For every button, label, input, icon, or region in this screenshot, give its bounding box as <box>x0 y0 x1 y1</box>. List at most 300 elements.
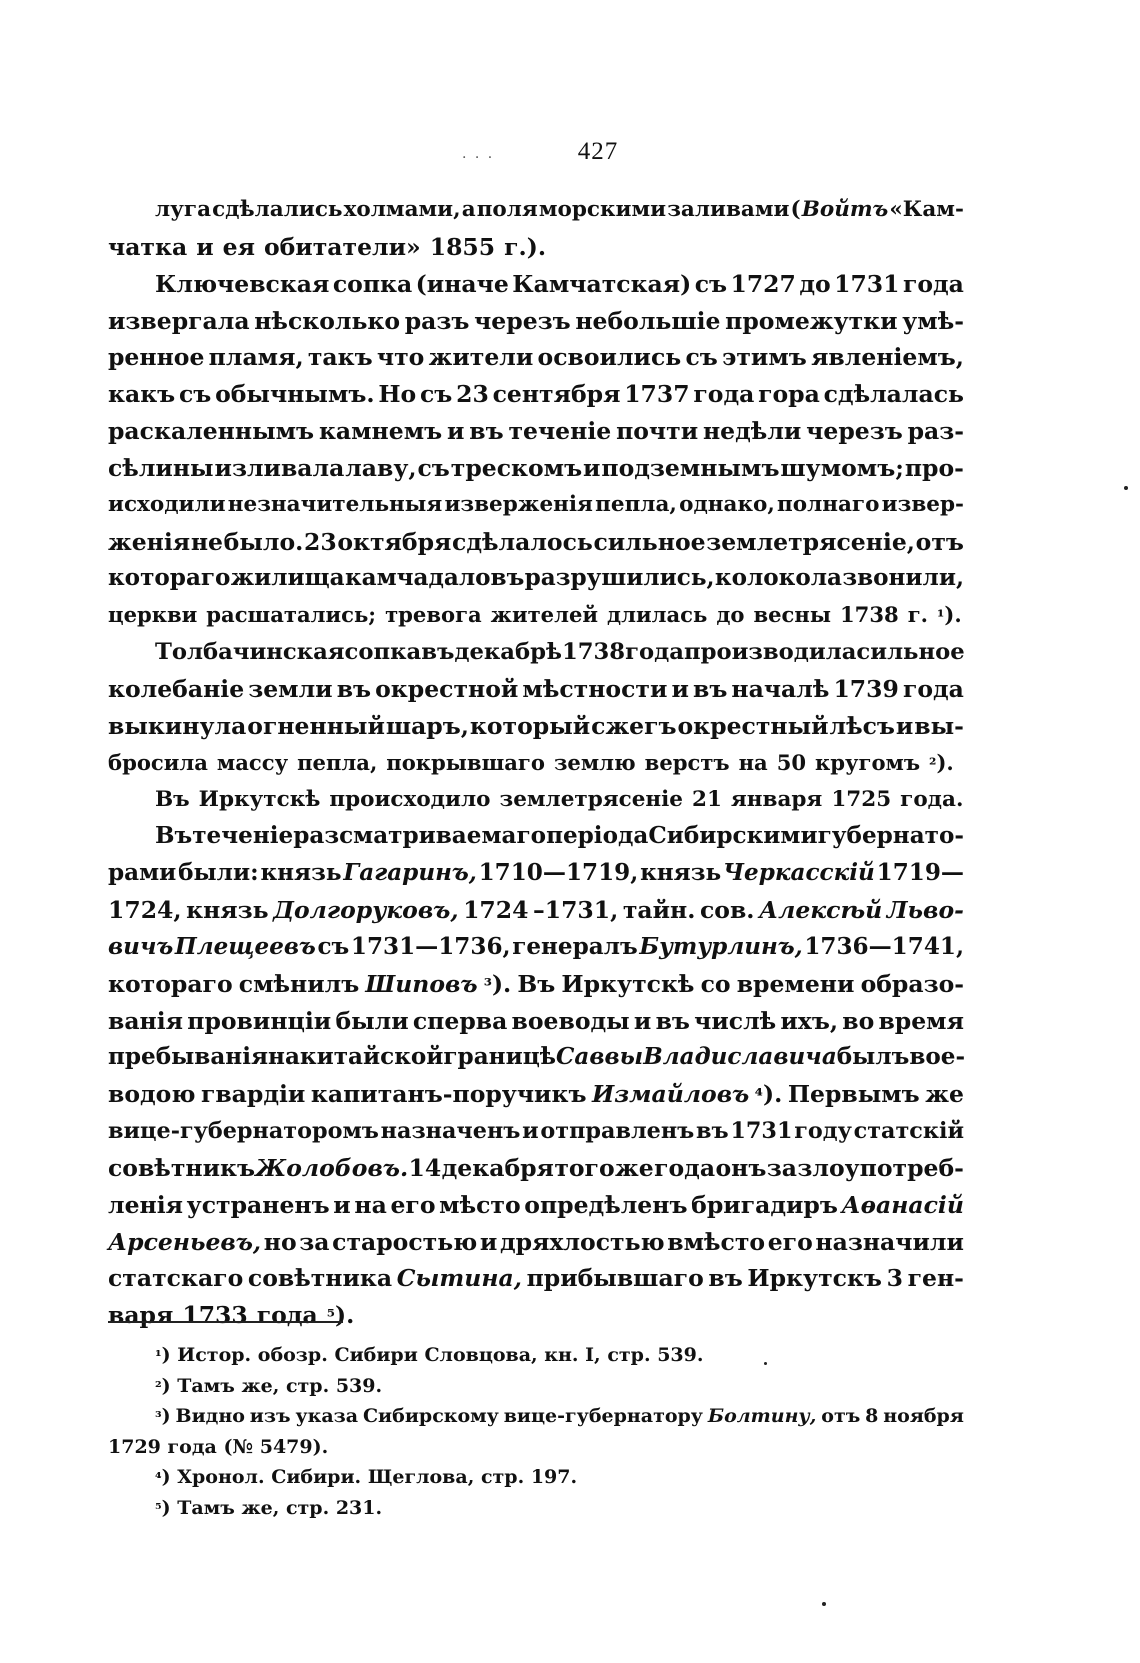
word: почти <box>616 417 699 446</box>
word: пепла, <box>297 749 378 775</box>
word: Истор. <box>177 1344 252 1366</box>
italic-word: Войтъ <box>801 197 889 222</box>
word: умѣ- <box>902 306 964 335</box>
word: отъ <box>915 527 964 556</box>
word: ³) <box>155 1405 171 1427</box>
word: губернато- <box>817 822 964 850</box>
word: генералъ <box>512 932 638 960</box>
text-line <box>108 413 964 450</box>
word: Тамъ <box>177 1496 235 1519</box>
text-line <box>108 1297 964 1334</box>
word: Толбачинская <box>155 639 345 666</box>
word: 1725 <box>831 786 892 812</box>
word: смѣнилъ <box>238 969 360 998</box>
word: гвардіи <box>200 1080 306 1109</box>
word: года <box>625 639 684 666</box>
word: морскими <box>538 197 667 222</box>
word: бросила <box>108 749 208 775</box>
word: раскаленнымъ <box>108 417 315 446</box>
word: же, <box>241 1496 280 1519</box>
word: 23 <box>303 527 337 556</box>
word: ⁴). <box>754 1080 783 1109</box>
word: ²). <box>929 749 954 775</box>
word: ²) <box>155 1374 171 1397</box>
word: изъ <box>249 1405 291 1427</box>
word: 231. <box>335 1496 383 1519</box>
word: стр. <box>480 1466 525 1488</box>
word: во <box>842 1006 875 1035</box>
word: 1731—1736, <box>350 932 511 960</box>
word: покрывшаго <box>386 749 545 775</box>
word: 197. <box>530 1466 578 1488</box>
word: бригадиръ <box>691 1190 838 1219</box>
word: были: <box>178 859 259 887</box>
word: сѣлины <box>108 453 214 482</box>
word: заливами <box>667 197 790 222</box>
text-line <box>108 450 964 487</box>
word: 1738 <box>839 602 899 628</box>
word: 1724 <box>463 896 529 925</box>
word: изверженія <box>444 491 593 517</box>
word: Иркутскъ <box>747 1264 882 1293</box>
footnote <box>108 1401 964 1462</box>
word: и <box>522 1118 539 1145</box>
word: началѣ <box>731 674 830 703</box>
word: года <box>902 674 964 703</box>
word: на <box>738 749 768 775</box>
word: жилища <box>230 564 345 592</box>
word: и <box>446 417 465 446</box>
word: «Кам- <box>889 197 964 222</box>
text-line <box>108 487 964 524</box>
word: гора <box>758 380 820 409</box>
word: и <box>583 453 601 482</box>
italic-word: Алексѣй <box>758 896 883 925</box>
word: теченіе <box>192 822 294 850</box>
word: Сибирскому <box>362 1405 499 1427</box>
italic-word: Аѳанасій <box>841 1190 964 1219</box>
italic-word: Жолобовъ. <box>255 1153 409 1182</box>
text-line <box>108 892 964 929</box>
word: 1724, <box>108 896 182 925</box>
word: періода <box>546 822 649 850</box>
word: ихъ, <box>780 1006 839 1035</box>
text-line <box>108 782 964 819</box>
word: стр. <box>285 1374 330 1397</box>
word: незначительныя <box>227 491 443 517</box>
word: мѣстности <box>522 674 668 703</box>
word: его <box>767 1227 813 1256</box>
word: что <box>376 343 425 372</box>
text-line <box>108 266 964 303</box>
word: съ <box>178 380 212 409</box>
word: огненный <box>247 711 385 740</box>
word: 5479). <box>259 1435 329 1458</box>
word: ген- <box>907 1264 964 1293</box>
word: г. <box>907 602 928 628</box>
word: въ <box>421 639 455 666</box>
word: сдѣлались <box>212 197 343 222</box>
word: жителей <box>490 602 599 628</box>
word: холмами, <box>343 197 461 222</box>
word: Щеглова, <box>367 1466 475 1488</box>
word: 1855 <box>429 232 496 261</box>
word: и <box>895 711 914 740</box>
word: 1731 <box>730 1118 793 1145</box>
word: Первымъ <box>787 1080 920 1109</box>
word: за <box>299 1227 330 1256</box>
word: луга <box>155 197 212 222</box>
word: до <box>716 602 745 628</box>
word: разъ <box>404 306 470 335</box>
word: пребыванія <box>108 1043 269 1071</box>
italic-word: Шиповъ <box>365 969 478 998</box>
word: явленіемъ, <box>811 343 964 372</box>
word: воеводы <box>511 1006 630 1035</box>
word: опредѣленъ <box>524 1190 688 1219</box>
word: совѣтникъ <box>108 1153 256 1182</box>
word: (№ <box>223 1435 254 1458</box>
paragraph <box>108 634 964 781</box>
word: съ <box>694 269 728 298</box>
text-line <box>108 1076 964 1113</box>
word: полнаго <box>777 491 880 517</box>
word: 1733 <box>182 1301 248 1330</box>
word: промежутки <box>725 306 898 335</box>
word: 539. <box>657 1344 704 1366</box>
word: съ <box>685 343 718 372</box>
text-line <box>108 818 964 855</box>
word: числѣ <box>694 1006 777 1035</box>
word: вы- <box>914 711 964 740</box>
word: теченіе <box>508 417 612 446</box>
text-line <box>108 634 964 671</box>
paragraph <box>108 192 964 266</box>
word: князь <box>186 896 269 925</box>
footnote-line <box>108 1371 964 1402</box>
word: который <box>469 711 591 740</box>
word: (иначе <box>415 269 509 298</box>
text-line <box>108 1150 964 1187</box>
text-line <box>108 339 964 376</box>
word: тревога <box>385 602 482 628</box>
word: небольшіе <box>575 306 721 335</box>
word: въ <box>336 674 372 703</box>
word: Сибирскими <box>648 822 818 850</box>
text-line <box>108 1260 964 1297</box>
page-number: 427 <box>577 138 619 165</box>
word: вице-губернаторомъ <box>108 1118 379 1145</box>
text-line <box>108 376 964 413</box>
word: его <box>390 1190 436 1219</box>
word: производила <box>683 639 857 666</box>
text-line <box>108 708 964 745</box>
word: провинціи <box>187 1006 332 1035</box>
word: отъ <box>821 1405 861 1427</box>
word: границѣ <box>443 1043 556 1071</box>
word: поля <box>476 197 538 222</box>
word: стр. <box>607 1344 651 1366</box>
word: ноября <box>883 1405 964 1427</box>
word: совѣтника <box>247 1264 393 1293</box>
text-line <box>108 1224 964 1261</box>
word: времени <box>736 969 855 998</box>
word: онъ <box>715 1153 767 1182</box>
word: обитатели» <box>263 232 421 261</box>
word: со <box>700 969 731 998</box>
word: же, <box>241 1374 280 1397</box>
word: 1710—1719, <box>478 859 639 887</box>
word: года. <box>900 786 964 812</box>
word: тайн. <box>622 896 696 925</box>
text-line <box>108 966 964 1003</box>
word: и <box>479 1227 498 1256</box>
word: и <box>671 674 689 703</box>
word: за <box>766 1153 797 1182</box>
word: происходило <box>329 786 491 812</box>
word: рами <box>108 859 177 887</box>
text-line <box>108 597 964 634</box>
word: ( <box>790 197 801 222</box>
word: указа <box>295 1405 359 1427</box>
word: января <box>730 786 823 812</box>
footnote-line <box>108 1401 964 1432</box>
word: ренное <box>108 343 205 372</box>
word: длилась <box>607 602 708 628</box>
word: землетрясеніе, <box>706 527 915 556</box>
text-line <box>108 1187 964 1224</box>
word: вмѣсто <box>667 1227 766 1256</box>
word: на <box>354 1190 387 1219</box>
scan-speck <box>822 1602 826 1606</box>
word: капитанъ-поручикъ <box>310 1080 587 1109</box>
word: 23 <box>456 380 489 409</box>
italic-word: Бутурлинъ, <box>639 932 803 960</box>
word: разрушились, <box>524 564 715 592</box>
word: Иркутскѣ <box>561 969 695 998</box>
word: такъ <box>307 343 373 372</box>
italic-word: Владиславича <box>643 1043 837 1071</box>
text-line <box>108 1039 964 1076</box>
word: Сибири. <box>271 1466 362 1488</box>
word: –1731, <box>532 896 619 925</box>
word: черезъ <box>806 417 903 446</box>
word: же <box>925 1080 964 1109</box>
word: ея <box>222 232 255 261</box>
word: массу <box>216 749 289 775</box>
word: Иркутскѣ <box>198 786 321 812</box>
word: Тамъ <box>177 1374 235 1397</box>
word: окрестный <box>677 711 829 740</box>
word: Сибири <box>334 1344 418 1366</box>
word: обычнымъ. <box>215 380 375 409</box>
word: ⁵) <box>155 1496 171 1519</box>
word: до <box>799 269 831 298</box>
word: сопка <box>332 269 413 298</box>
word: исходили <box>108 491 226 517</box>
word: г.). <box>504 232 547 261</box>
word: извер- <box>881 491 964 517</box>
word: церкви <box>108 602 198 628</box>
word: раз- <box>907 417 964 446</box>
word: прибывшаго <box>526 1264 704 1293</box>
word: 8 <box>865 1405 879 1427</box>
word: пепла, <box>595 491 677 517</box>
word: статскій <box>853 1118 964 1145</box>
word: чатка <box>108 232 188 261</box>
text-line <box>108 1003 964 1040</box>
word: назначенъ <box>380 1118 521 1145</box>
word: не <box>190 527 223 556</box>
word: звонили, <box>842 564 964 592</box>
word: 14 <box>408 1153 442 1182</box>
word: съ <box>420 380 453 409</box>
word: дряхлостью <box>500 1227 665 1256</box>
word: Въ <box>155 786 190 812</box>
word: сильное <box>593 527 706 556</box>
word: года <box>256 1301 318 1330</box>
word: статскаго <box>108 1264 244 1293</box>
text-line <box>108 560 964 597</box>
word: кругомъ <box>815 749 921 775</box>
word: устраненъ <box>186 1190 330 1219</box>
word: недѣли <box>702 417 802 446</box>
word: землю <box>553 749 636 775</box>
word: сов. <box>699 896 755 925</box>
word: подземнымъ <box>601 453 780 482</box>
word: котораго <box>108 969 233 998</box>
word: сопка <box>344 639 422 666</box>
italic-word: Гагаринъ, <box>343 859 477 887</box>
word: въ <box>708 1264 743 1293</box>
word: нѣсколько <box>254 306 401 335</box>
word: образо- <box>860 969 964 998</box>
word: сперва <box>412 1006 508 1035</box>
word: женія <box>108 527 191 556</box>
text-line <box>108 929 964 966</box>
word: съ <box>317 932 350 960</box>
paragraph <box>108 782 964 819</box>
word: камнемъ <box>318 417 443 446</box>
italic-word: Льво- <box>886 896 964 925</box>
word: назначили <box>815 1227 964 1256</box>
footnote <box>108 1371 964 1402</box>
word: сдѣлалась <box>823 380 964 409</box>
word: года <box>167 1435 217 1458</box>
text-line <box>108 303 964 340</box>
word: а <box>461 197 476 222</box>
word: въ <box>469 417 504 446</box>
word: года <box>902 269 964 298</box>
word: Хронол. <box>177 1466 265 1488</box>
page-number-dots-decoration: · · · <box>462 150 495 166</box>
word: черезъ <box>474 306 571 335</box>
word: извергала <box>108 306 250 335</box>
italic-word: Черкасскій <box>722 859 875 887</box>
word: Но <box>378 380 417 409</box>
word: котораго <box>108 564 231 592</box>
footnote <box>108 1493 964 1524</box>
footnote-line <box>108 1493 964 1524</box>
paragraph <box>108 266 964 634</box>
word: кн. <box>544 1344 579 1366</box>
word: 1727 <box>730 269 796 298</box>
footnote-line <box>108 1432 964 1463</box>
word: ленія <box>108 1190 184 1219</box>
word: ³). <box>483 969 512 998</box>
text-line <box>108 855 964 892</box>
word: камчадаловъ <box>344 564 525 592</box>
italic-word: Арсеньевъ, <box>108 1227 262 1256</box>
italic-word: Долгоруковъ, <box>273 896 459 925</box>
word: года <box>654 1153 716 1182</box>
word: земли <box>248 674 333 703</box>
text-line <box>108 524 964 561</box>
word: ¹). <box>936 602 962 628</box>
word: 1729 <box>108 1435 161 1458</box>
word: сдѣлалось <box>452 527 593 556</box>
word: Въ <box>517 969 556 998</box>
word: князь <box>260 859 342 887</box>
word: 1736—1741, <box>804 932 964 960</box>
word: Видно <box>175 1405 245 1427</box>
word: 1738 <box>561 639 626 666</box>
word: китайской <box>299 1043 444 1071</box>
footnote-line <box>108 1462 964 1493</box>
word: про- <box>904 453 964 482</box>
word: 539. <box>335 1374 383 1397</box>
word: отправленъ <box>540 1118 695 1145</box>
word: въ <box>692 674 728 703</box>
word: вое- <box>909 1043 966 1071</box>
footnote <box>108 1340 964 1371</box>
word: жители <box>428 343 534 372</box>
word: выкинула <box>108 711 247 740</box>
word: Камчатская) <box>512 269 692 298</box>
word: шумомъ; <box>780 453 904 482</box>
word: сентября <box>492 380 621 409</box>
word: князь <box>640 859 722 887</box>
text-line <box>108 745 964 782</box>
word: водою <box>108 1080 196 1109</box>
word: мѣсто <box>439 1190 521 1219</box>
word: этимъ <box>722 343 807 372</box>
word: года <box>693 380 755 409</box>
word: колокола <box>714 564 842 592</box>
word: ⁵). <box>326 1301 355 1330</box>
text-line <box>108 229 964 266</box>
text-line <box>108 192 964 229</box>
italic-word: Болтину, <box>707 1405 817 1427</box>
word: на <box>268 1043 300 1071</box>
word: 3 <box>886 1264 903 1293</box>
word: 50 <box>776 749 807 775</box>
word: году <box>794 1118 852 1145</box>
word: Словцова, <box>424 1344 538 1366</box>
word: съ <box>417 453 450 482</box>
word: лѣсъ <box>829 711 895 740</box>
word: какъ <box>108 380 176 409</box>
word: время <box>878 1006 964 1035</box>
text-line <box>108 1113 964 1150</box>
word: и <box>333 1190 351 1219</box>
word: колебаніе <box>108 674 245 703</box>
italic-word: Сытина, <box>396 1264 522 1293</box>
italic-word: Плещеевъ <box>174 932 316 960</box>
word: старостью <box>332 1227 478 1256</box>
word: было. <box>223 527 304 556</box>
word: ¹) <box>155 1344 171 1366</box>
